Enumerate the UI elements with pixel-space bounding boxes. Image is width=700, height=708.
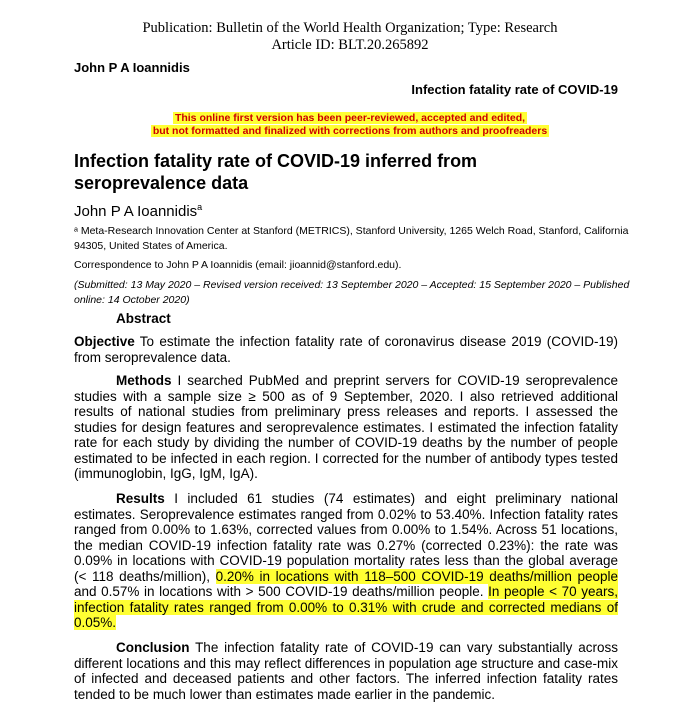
author-affiliation-marker: a: [197, 202, 203, 212]
author-name: John P A Ioannidis: [74, 203, 198, 220]
results-text-2: and 0.57% in locations with > 500 COVID-19 deaths/million people.: [74, 584, 489, 599]
methods-label: Methods: [116, 373, 172, 388]
abstract-methods: [74, 373, 618, 482]
notice-line-2: [0, 124, 700, 138]
results-label: Results: [116, 491, 165, 506]
article-title: Infection fatality rate of COVID-19 inferred from seroprevalence data: [74, 151, 478, 193]
notice-line-1: [0, 111, 700, 125]
notice-text-1: This online first version has been peer-reviewed, accepted and edited,: [174, 112, 526, 124]
notice-text-2: but not formatted and finalized with corrections from authors and proofreaders: [152, 125, 548, 137]
conclusion-label: Conclusion: [116, 640, 190, 655]
author-line: [74, 202, 202, 220]
results-highlight-1: 0.20% in locations with 118–500 COVID-19 deaths/million people: [215, 568, 618, 584]
running-title: Infection fatality rate of COVID-19: [411, 82, 618, 97]
results-text-1: I included 61 studies (74 estimates) and eight preliminary national estimates. Seroprevalence estimates ranged from 0.02% to 53.40%. Infection fatality rates ranged from 0.00% to 1.63%, corrected values from 0.00% to 1.54%. Across 51 locations, the median COVID-19 infection fatality rate was 0.27% (corrected 0.23%): the rate was 0.09% in locations with COVID-19 population mortality rates less than the global average (< 118 deaths/million),: [74, 491, 618, 584]
article-id-line: Article ID: BLT.20.265892: [271, 37, 429, 53]
conclusion-text: The infection fatality rate of COVID-19 can vary substantially across different locations and this may reflect differences in population age structure and case-mix of infected and deceased patients and other factors. The inferred infection fatality rates tended to be much lower than estimates made earlier in the pandemic.: [74, 640, 618, 702]
running-author: John P A Ioannidis: [74, 60, 190, 75]
correspondence: Correspondence to John P A Ioannidis (email: jioannid@stanford.edu).: [74, 259, 402, 271]
objective-text: To estimate the infection fatality rate of coronavirus disease 2019 (COVID-19) from seroprevalence data.: [74, 334, 618, 365]
abstract-conclusion: [74, 640, 618, 702]
results-highlight-2: In people < 70 years, infection fatality rates ranged from 0.00% to 0.31% with crude and corrected medians of 0.05%.: [74, 584, 618, 630]
abstract-objective: [74, 334, 618, 365]
affiliation: ᵃ Meta-Research Innovation Center at Stanford (METRICS), Stanford University, 1265 Welch Road, Stanford, California 94305, United States of America.: [74, 225, 629, 252]
methods-text: I searched PubMed and preprint servers for COVID-19 seroprevalence studies with a sample size ≥ 500 as of 9 September, 2020. I also retrieved additional results of national studies from preliminary press releases and reports. I assessed the studies for design features and seroprevalence estimates. I estimated the infection fatality rate for each study by dividing the number of COVID-19 deaths by the number of people estimated to be infected in each region. I corrected for the number of antibody types tested (immunoglobin, IgG, IgM, IgA).: [74, 373, 618, 481]
abstract-heading: Abstract: [116, 311, 171, 326]
submission-dates: (Submitted: 13 May 2020 – Revised version received: 13 September 2020 – Accepted: 15 September 2020 – Published online: 14 October 2020): [74, 279, 630, 306]
objective-label: Objective: [74, 334, 135, 349]
abstract-results: [74, 491, 618, 631]
publication-line: Publication: Bulletin of the World Health Organization; Type: Research: [142, 20, 558, 36]
